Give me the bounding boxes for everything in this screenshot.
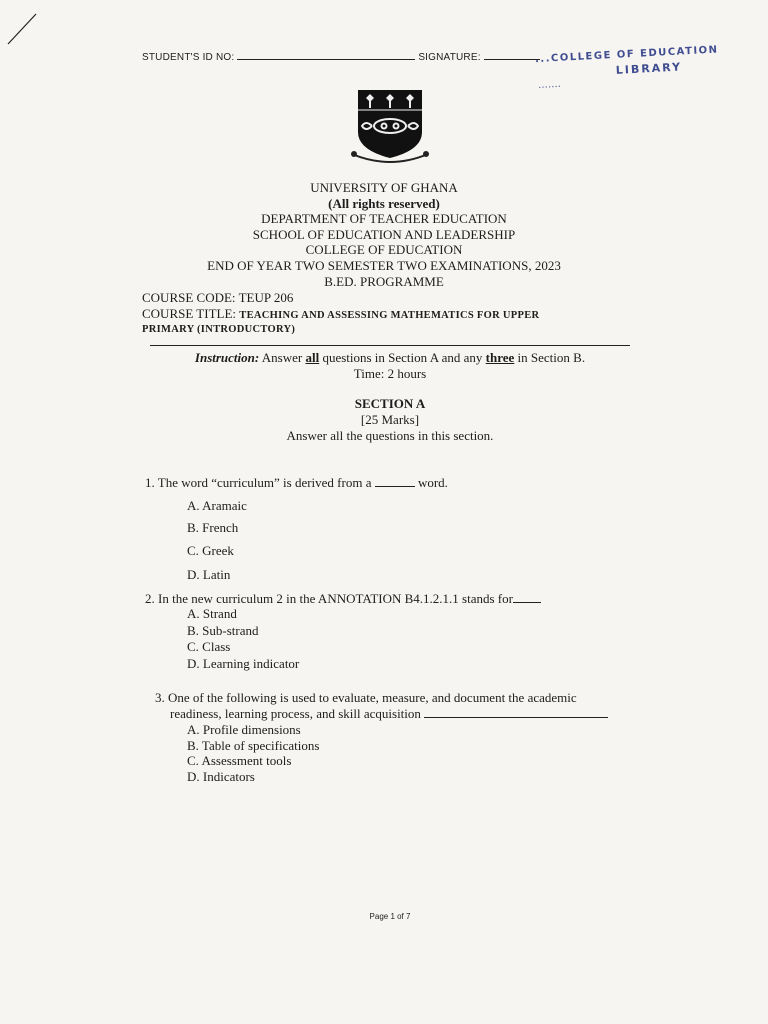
question-3-option-d: D. Indicators	[187, 769, 255, 784]
section-a-header	[0, 396, 768, 444]
pen-stroke-mark	[4, 8, 44, 48]
course-title-part-2: PRIMARY (INTRODUCTORY)	[142, 324, 296, 335]
course-title-line-2	[142, 320, 295, 336]
section-a-note: Answer all the questions in this section.	[286, 428, 494, 443]
question-3-option-a: A. Profile dimensions	[187, 722, 301, 737]
question-text: The word “curriculum” is derived from a	[157, 475, 372, 490]
student-id-blank[interactable]	[237, 59, 415, 60]
question-2-option-d: D. Learning indicator	[187, 656, 300, 671]
divider-rule	[150, 345, 630, 346]
instruction-three: three	[485, 350, 515, 365]
question-3-option-b: B. Table of specifications	[187, 738, 320, 753]
instruction-block	[0, 350, 768, 382]
signature-blank[interactable]	[484, 59, 540, 60]
question-2	[145, 591, 541, 607]
exam-time: Time: 2 hours	[353, 366, 427, 381]
question-number: 1.	[145, 475, 155, 490]
exam-title: END OF YEAR TWO SEMESTER TWO EXAMINATIONS, 2023	[207, 257, 561, 273]
question-number: 2.	[145, 591, 155, 606]
question-text: In the new curriculum 2 in the ANNOTATION B4.1.2.1.1 stands for	[158, 591, 513, 606]
instruction-text-a: Answer	[261, 350, 303, 365]
instruction-text-c: in Section B.	[517, 350, 586, 365]
instruction-label: Instruction:	[194, 350, 260, 365]
course-code: TEUP 206	[238, 290, 294, 305]
course-title-part-1: TEACHING AND ASSESSING MATHEMATICS FOR UPPER	[239, 310, 540, 321]
programme-name: B.ED. PROGRAMME	[324, 273, 444, 289]
college-name: COLLEGE OF EDUCATION	[305, 242, 463, 258]
instruction-all: all	[305, 350, 320, 365]
page-number: Page 1 of 7	[369, 912, 411, 921]
course-code-label: COURSE CODE:	[142, 290, 236, 305]
question-1-option-d: D. Latin	[187, 567, 231, 582]
question-2-option-b: B. Sub-strand	[187, 623, 259, 638]
question-3-line-2	[170, 706, 608, 722]
rights-reserved: (All rights reserved)	[328, 195, 440, 211]
signature-label: SIGNATURE:	[418, 52, 481, 63]
library-stamp	[535, 42, 768, 104]
exam-header	[0, 180, 768, 289]
question-1-option-a: A. Aramaic	[187, 498, 247, 513]
section-a-title: SECTION A	[354, 396, 426, 411]
answer-blank	[424, 707, 608, 718]
question-text-cont: readiness, learning process, and skill acquisition	[170, 706, 421, 721]
student-id-signature-line	[142, 52, 540, 63]
school-name: SCHOOL OF EDUCATION AND LEADERSHIP	[252, 226, 516, 242]
question-number: 3.	[155, 690, 165, 705]
instruction-text-b: questions in Section A and any	[322, 350, 483, 365]
stamp-line-2: LIBRARY	[615, 60, 683, 77]
course-code-line	[142, 290, 293, 306]
question-3	[155, 690, 577, 706]
question-text-end: word.	[417, 475, 448, 490]
question-3-option-c: C. Assessment tools	[187, 753, 292, 768]
university-name: UNIVERSITY OF GHANA	[310, 180, 458, 195]
stamp-line-1: ...COLLEGE OF EDUCATION	[534, 44, 719, 66]
question-1-option-b: B. French	[187, 520, 239, 535]
answer-blank	[375, 476, 415, 487]
question-2-option-a: A. Strand	[187, 606, 237, 621]
section-a-marks: [25 Marks]	[360, 412, 420, 427]
question-1-option-c: C. Greek	[187, 543, 234, 558]
answer-blank	[513, 592, 541, 603]
question-2-option-c: C. Class	[187, 639, 231, 654]
question-1	[145, 475, 448, 491]
question-text: One of the following is used to evaluate, measure, and document the academic	[168, 690, 577, 705]
student-id-label: STUDENT'S ID NO:	[142, 52, 235, 63]
stamp-line-3: .......	[538, 81, 562, 90]
course-title-label: COURSE TITLE:	[142, 306, 237, 321]
university-crest-logo	[350, 88, 430, 166]
department-name: DEPARTMENT OF TEACHER EDUCATION	[261, 211, 507, 227]
